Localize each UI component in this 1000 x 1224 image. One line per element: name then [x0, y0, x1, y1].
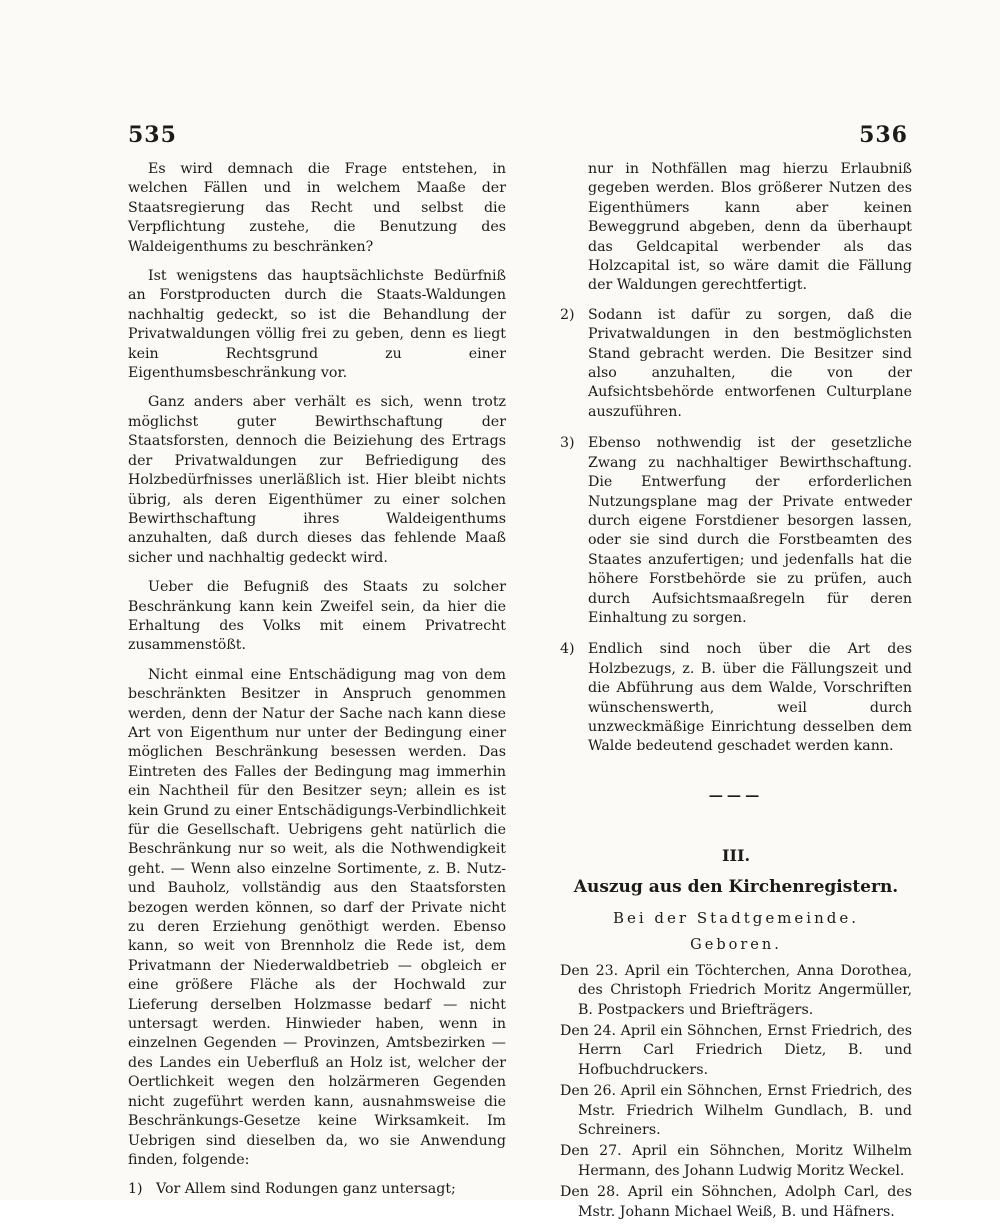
- paragraph: Nicht einmal eine Entschädigung mag von dem beschränkten Besitzer in Anspruch genommen werden, denn der Natur der Sache nach kann diese Art von Eigenthum nur unter der Bedingung einer möglichen Beschränkung besessen werden. Das Eintreten des Falles der Bedingung mag immerhin ein Nachtheil für den Besitzer seyn; allein es ist kein Grund zu einer Entschädigungs-Verbindlichkeit für die Gesellschaft. Uebrigens geht natürlich die Beschränkung nur so weit, als die Nothwendigkeit geht. — Wenn also einzelne Sortimente, z. B. Nutz- und Bauholz, vollständig aus den Staatsforsten bezogen werden können, so darf der Private nicht zu deren Erziehung genöthigt werden. Ebenso kann, so weit von Brennholz die Rede ist, dem Privatmann der Niederwaldbetrieb — obgleich er eine größere Fläche als der Hochwald zur Lieferung derselben Holzmasse bedarf — nicht untersagt werden. Hinwieder haben, wenn in einzelnen Gegenden — Provinzen, Amtsbezirken — des Landes ein Ueberfluß an Holz ist, welcher der Oertlichkeit wegen den holzärmeren Gegenden nicht zugeführt werden kann, ausnahmsweise die Beschränkungs-Gesetze keine Wirksamkeit. Im Uebrigen sind dieselben da, wo sie Anwendung finden, folgende:: [128, 666, 506, 1168]
- subsection-heading: Bei der Stadtgemeinde.: [612, 909, 860, 927]
- section-divider: ———: [708, 787, 764, 804]
- register-entry: Den 23. April ein Töchterchen, Anna Dorothea, des Christoph Friedrich Moritz Angermüller, B. Postpackers und Briefträgers.: [560, 962, 912, 1018]
- register-entry: Den 27. April ein Söhnchen, Moritz Wilhelm Hermann, des Johann Ludwig Moritz Weckel.: [560, 1143, 912, 1179]
- list-item: [560, 434, 912, 628]
- list-number: 4): [560, 641, 575, 658]
- register-entry: Den 28. April ein Söhnchen, Adolph Carl, des Mstr. Johann Michael Weiß, B. und Häfners.: [560, 1184, 912, 1220]
- paragraph: Ist wenigstens das hauptsächlichste Bedürfniß an Forstproducten durch die Staats-Waldungen nachhaltig gedeckt, so ist die Behandlung der Privatwaldungen völlig frei zu geben, denn es liegt kein Rechtsgrund zu einer Eigenthumsbeschränkung vor.: [128, 268, 506, 382]
- register-entry: Den 26. April ein Söhnchen, Ernst Friedrich, des Mstr. Friedrich Wilhelm Gundlach, B. und Schreiners.: [560, 1083, 912, 1139]
- list-text: Endlich sind noch über die Art des Holzbezugs, z. B. über die Fällungszeit und die Abführung aus dem Walde, Vorschriften wünschenswerth, weil durch unzweckmäßige Einrichtung desselben dem Walde bedeutend geschadet werden kann.: [588, 641, 912, 755]
- page-number-left: 535: [128, 122, 177, 148]
- paragraph-continuation: nur in Nothfällen mag hierzu Erlaubniß gegeben werden. Blos größerer Nutzen des Eigenthümers kann aber keinen Beweggrund abgeben, denn da überhaupt das Geldcapital werbender als das Holzcapital ist, so wäre damit die Fällung der Waldungen gerechtfertigt.: [588, 161, 912, 294]
- paragraph: Ganz anders aber verhält es sich, wenn trotz möglichst guter Bewirthschaftung der Staatsforsten, dennoch die Beiziehung des Ertrags der Privatwaldungen zur Befriedigung des Holzbedürfnisses unerläßlich ist. Hier bleibt nichts übrig, als deren Eigenthümer zu einer solchen Bewirthschaftung ihres Waldeigenthums anzuhalten, daß durch dieses das fehlende Maaß sicher und nachhaltig gedeckt wird.: [128, 394, 506, 566]
- subsubsection-heading: Geboren.: [690, 937, 782, 954]
- list-text: Ebenso nothwendig ist der gesetzliche Zwang zu nachhaltiger Bewirthschaftung. Die Entwerfung der erforderlichen Nutzungsplane mag der Private entweder durch eigene Forstdiener besorgen lassen, oder sie sind durch die Forstbeamten des Staates anzufertigen; und jedenfalls hat die höhere Forstbehörde sie zu prüfen, auch durch Aufsichtsmaaßregeln für deren Einhaltung zu sorgen.: [588, 435, 912, 626]
- list-number: 2): [560, 306, 575, 323]
- paragraph: Ueber die Befugniß des Staats zu solcher Beschränkung kann kein Zweifel sein, da hier die Erhaltung des Volks mit einem Privatrecht zusammenstößt.: [128, 579, 506, 654]
- left-column: [128, 160, 506, 1212]
- register-entry: Den 24. April ein Söhnchen, Ernst Friedrich, des Herrn Carl Friedrich Dietz, B. und Hofbuchdruckers.: [560, 1023, 912, 1078]
- list-text: Sodann ist dafür zu sorgen, daß die Privatwaldungen in den bestmöglichsten Stand gebracht werden. Die Besitzer sind also anzuhalten, die von der Aufsichtsbehörde entworfenen Culturplane auszuführen.: [588, 306, 912, 420]
- paragraph: Es wird demnach die Frage entstehen, in welchen Fällen und in welchem Maaße der Staatsregierung das Recht und selbst die Verpflichtung zustehe, die Benutzung des Waldeigenthums zu beschränken?: [128, 161, 506, 255]
- section-number: III.: [721, 846, 751, 866]
- list-item: [560, 640, 912, 756]
- list-number: 1): [128, 1181, 143, 1198]
- list-item: [560, 306, 912, 422]
- list-item: [128, 1180, 506, 1199]
- list-text: Vor Allem sind Rodungen ganz untersagt;: [156, 1181, 456, 1198]
- section-title: Auszug aus den Kirchenregistern.: [573, 876, 899, 897]
- list-number: 3): [560, 435, 575, 452]
- page-number-right: 536: [859, 122, 908, 148]
- right-column: [560, 160, 912, 1224]
